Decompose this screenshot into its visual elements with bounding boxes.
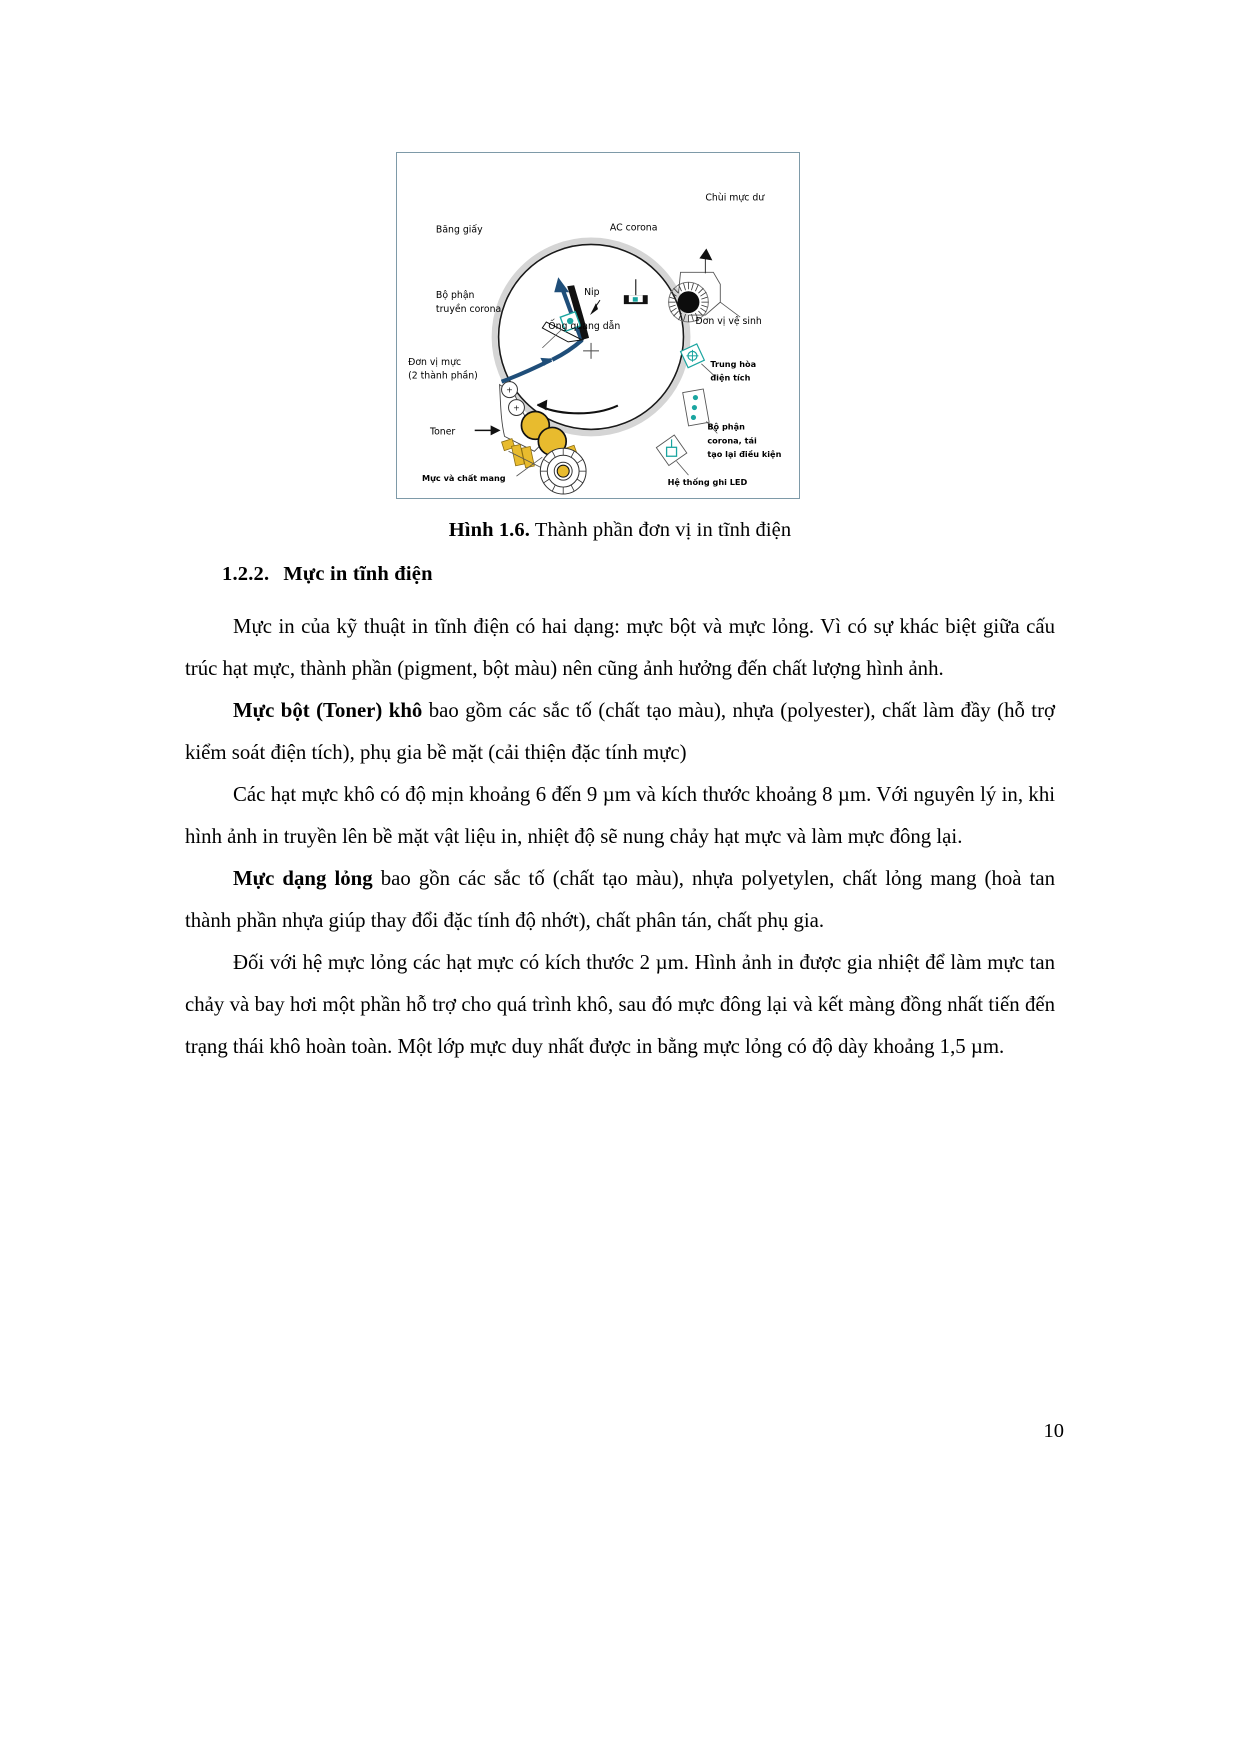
- label-ink-and-carrier: Mực và chất mang: [422, 473, 506, 484]
- carrier-roller-icon: [540, 448, 586, 494]
- label-nip: Nip: [584, 287, 600, 299]
- label-recondition-line1: Bộ phận: [707, 421, 745, 432]
- paragraph-4-lead: Mực dạng lỏng: [233, 867, 373, 890]
- svg-text:+: +: [513, 403, 520, 413]
- page-number: 10: [1043, 1420, 1064, 1442]
- label-cleaning-unit: Đơn vị vệ sinh: [695, 316, 762, 328]
- figure-image: [396, 152, 800, 499]
- paragraph-3-text: Các hạt mực khô có độ mịn khoảng 6 đến 9 µm và kích thước khoảng 8 µm. Với nguyên lý in, khi hình ảnh in truyền lên bề mặt vật liệu in, nhiệt độ sẽ nung chảy hạt mực và làm mực đông lại.: [185, 783, 1055, 848]
- label-toner-unit-line2: (2 thành phần): [408, 370, 478, 382]
- figure-caption: [0, 519, 1240, 542]
- paragraph-5: [185, 942, 1055, 1068]
- section-heading: [222, 563, 433, 586]
- paragraph-2: [185, 690, 1055, 774]
- label-toner-unit-line1: Đơn vị mực: [408, 356, 462, 368]
- label-neutralize-line2: điện tích: [710, 372, 751, 383]
- paragraph-4: [185, 858, 1055, 942]
- body-text: [185, 606, 1055, 1068]
- label-recondition-line3: tạo lại điều kiện: [707, 449, 782, 460]
- svg-text:+: +: [506, 385, 513, 395]
- label-photoconductor-drum: Ống quang dẫn: [548, 320, 621, 332]
- paragraph-2-lead: Mực bột (Toner) khô: [233, 699, 423, 722]
- section-number: 1.2.2.: [222, 563, 270, 585]
- led-writing-icon: [683, 389, 709, 426]
- figure-caption-number: Hình 1.6.: [448, 519, 530, 541]
- section-title: Mực in tĩnh điện: [283, 563, 433, 585]
- label-transfer-corona-line1: Bộ phận: [435, 290, 475, 302]
- label-ac-corona: AC corona: [609, 222, 658, 234]
- recondition-corona-icon: [656, 435, 686, 465]
- paragraph-5-text: Đối với hệ mực lỏng các hạt mực có kích thước 2 µm. Hình ảnh in được gia nhiệt để làm mực tan chảy và bay hơi một phần hỗ trợ cho quá trình khô, sau đó mực đông lại và kết màng đồng nhất tiến đến trạng thái khô hoàn toàn. Một lớp mực duy nhất được in bằng mực lỏng có độ dày khoảng 1,5 µm.: [185, 951, 1055, 1058]
- paragraph-2-text: bao gồm các sắc tố (chất tạo màu), nhựa (polyester), chất làm đầy (hỗ trợ kiểm soát điện tích), phụ gia bề mặt (cải thiện đặc tính mực): [185, 699, 1055, 764]
- label-cleaning-waste: Chùi mực dư: [705, 192, 765, 204]
- label-paper-web: Băng giấy: [435, 224, 483, 236]
- label-led-writing: Hệ thống ghi LED: [667, 477, 748, 488]
- paragraph-3: [185, 774, 1055, 858]
- label-toner: Toner: [429, 426, 456, 438]
- paragraph-1: [185, 606, 1055, 690]
- paragraph-4-text: bao gồn các sắc tố (chất tạo màu), nhựa polyetylen, chất lỏng mang (hoà tan thành phần nhựa giúp thay đổi đặc tính độ nhớt), chất phân tán, chất phụ gia.: [185, 867, 1056, 932]
- paragraph-1-text: Mực in của kỹ thuật in tĩnh điện có hai dạng: mực bột và mực lỏng. Vì có sự khác biệt giữa cấu trúc hạt mực, thành phần (pigment, bột màu) nên cũng ảnh hưởng đến chất lượng hình ảnh.: [185, 615, 1055, 680]
- figure-caption-text: Thành phần đơn vị in tĩnh điện: [529, 519, 792, 541]
- label-transfer-corona-line2: truyền corona: [435, 304, 502, 316]
- label-recondition-line2: corona, tái: [707, 435, 757, 446]
- label-neutralize-line1: Trung hòa: [710, 358, 757, 369]
- toner-arrow-icon: [475, 425, 501, 435]
